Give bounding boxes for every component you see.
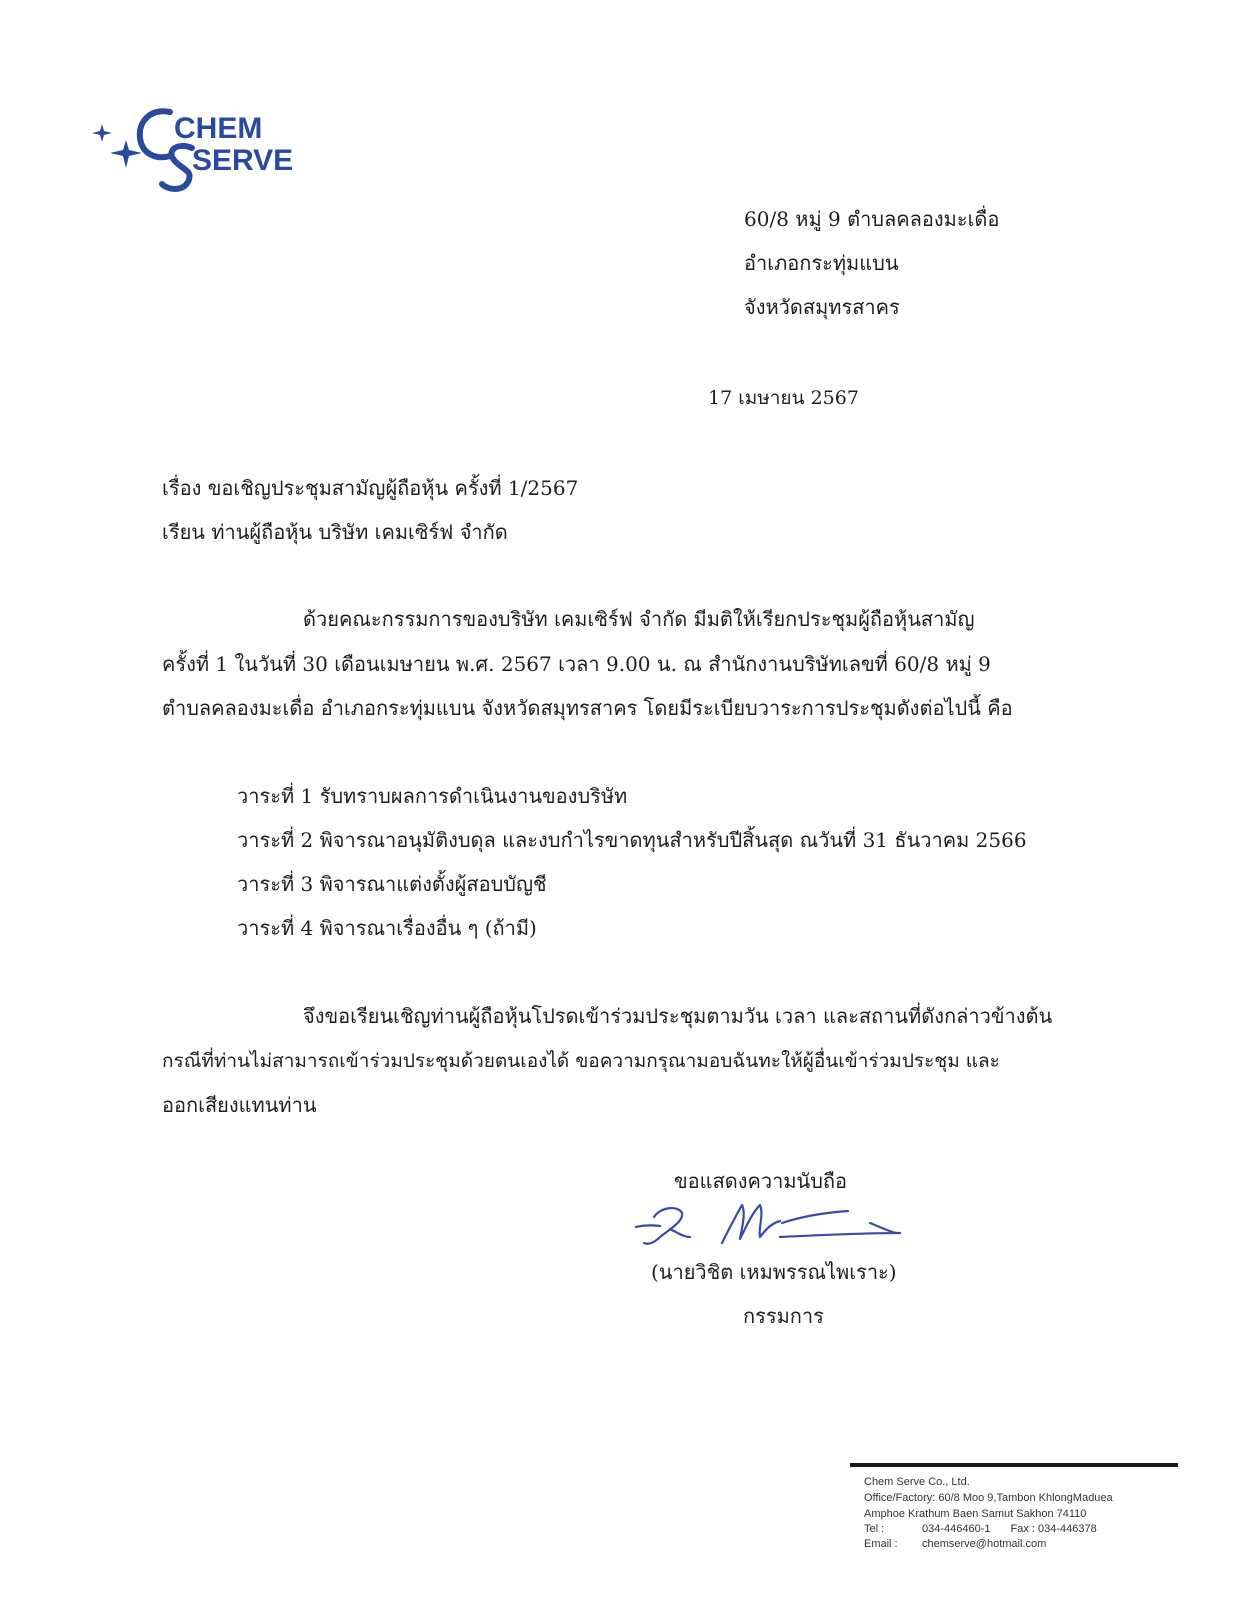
agenda-text: พิจารณาอนุมัติงบดุล และงบกำไรขาดทุนสำหรับปีสิ้นสุด ณวันที่ 31 ธันวาคม 2566: [319, 828, 1027, 852]
closing-line: ขอแสดงความนับถือ: [674, 1169, 848, 1193]
email-value: chemserve@hotmail.com: [922, 1538, 1047, 1550]
agenda-text: พิจารณาเรื่องอื่น ๆ (ถ้ามี): [319, 916, 537, 940]
footer-contact-email: [864, 1537, 1046, 1552]
sparkle-small-icon: [92, 124, 112, 142]
footer-divider: [850, 1463, 1178, 1467]
fax-label: Fax :: [1010, 1523, 1035, 1535]
footer-office: Office/Factory: 60/8 Moo 9,Tambon KhlongMaduea: [864, 1492, 1113, 1504]
chem-serve-logo: [82, 98, 302, 194]
paragraph-2-line-2: กรณีที่ท่านไม่สามารถเข้าร่วมประชุมด้วยตนเองได้ ขอความกรุณามอบฉันทะให้ผู้อื่นเข้าร่วมประชุม และ: [162, 1050, 1000, 1072]
paragraph-2-line-3: ออกเสียงแทนท่าน: [162, 1093, 317, 1117]
paragraph-1-line-1: ด้วยคณะกรรมการของบริษัท เคมเซิร์ฟ จำกัด มีมติให้เรียกประชุมผู้ถือหุ้นสามัญ: [303, 607, 975, 631]
tel-label: Tel :: [864, 1523, 885, 1535]
email-label: Email :: [864, 1538, 898, 1550]
agenda-label: วาระที่ 2: [237, 828, 314, 852]
paragraph-1-line-3: ตำบลคลองมะเดื่อ อำเภอกระทุ่มแบน จังหวัดสมุทรสาคร โดยมีระเบียบวาระการประชุมดังต่อไปนี้ คือ: [162, 696, 1013, 720]
signer-title: กรรมการ: [743, 1304, 824, 1328]
agenda-label: วาระที่ 4: [237, 916, 314, 940]
footer-contact-phone: [864, 1522, 1097, 1537]
address-line-3: จังหวัดสมุทรสาคร: [744, 295, 900, 319]
paragraph-2-line-1: จึงขอเรียนเชิญท่านผู้ถือหุ้นโปรดเข้าร่วมประชุมตามวัน เวลา และสถานที่ดังกล่าวข้างต้น: [303, 1004, 1053, 1028]
footer-company: Chem Serve Co., Ltd.: [864, 1476, 970, 1488]
fax-value: 034-446378: [1038, 1523, 1097, 1535]
agenda-item-1: [237, 784, 627, 808]
agenda-label: วาระที่ 3: [237, 872, 314, 896]
subject-line: เรื่อง ขอเชิญประชุมสามัญผู้ถือหุ้น ครั้งที่ 1/2567: [162, 476, 579, 500]
letter-date: 17 เมษายน 2567: [708, 387, 859, 409]
address-line-2: อำเภอกระทุ่มแบน: [744, 251, 899, 275]
salutation-line: เรียน ท่านผู้ถือหุ้น บริษัท เคมเซิร์ฟ จำกัด: [162, 520, 508, 544]
address-line-1: 60/8 หมู่ 9 ตำบลคลองมะเดื่อ: [744, 207, 1000, 231]
agenda-item-3: [237, 872, 547, 896]
agenda-label: วาระที่ 1: [237, 784, 314, 808]
paragraph-1-line-2: ครั้งที่ 1 ในวันที่ 30 เดือนเมษายน พ.ศ. 2567 เวลา 9.00 น. ณ สำนักงานบริษัทเลขที่ 60/8 หมู่ 9: [162, 652, 991, 676]
agenda-item-4: [237, 916, 537, 940]
sparkle-large-icon: [110, 140, 142, 168]
signer-name: (นายวิชิต เหมพรรณไพเราะ): [651, 1260, 897, 1284]
agenda-text: รับทราบผลการดำเนินงานของบริษัท: [319, 784, 628, 808]
handwritten-signature: [630, 1193, 915, 1253]
agenda-item-2: [237, 828, 1027, 852]
footer-district: Amphoe Krathum Baen Samut Sakhon 74110: [864, 1508, 1087, 1520]
agenda-text: พิจารณาแต่งตั้งผู้สอบบัญชี: [319, 872, 547, 896]
tel-value: 034-446460-1: [922, 1523, 991, 1535]
svg-text:SERVE: SERVE: [192, 144, 294, 177]
svg-text:CHEM: CHEM: [174, 112, 263, 145]
